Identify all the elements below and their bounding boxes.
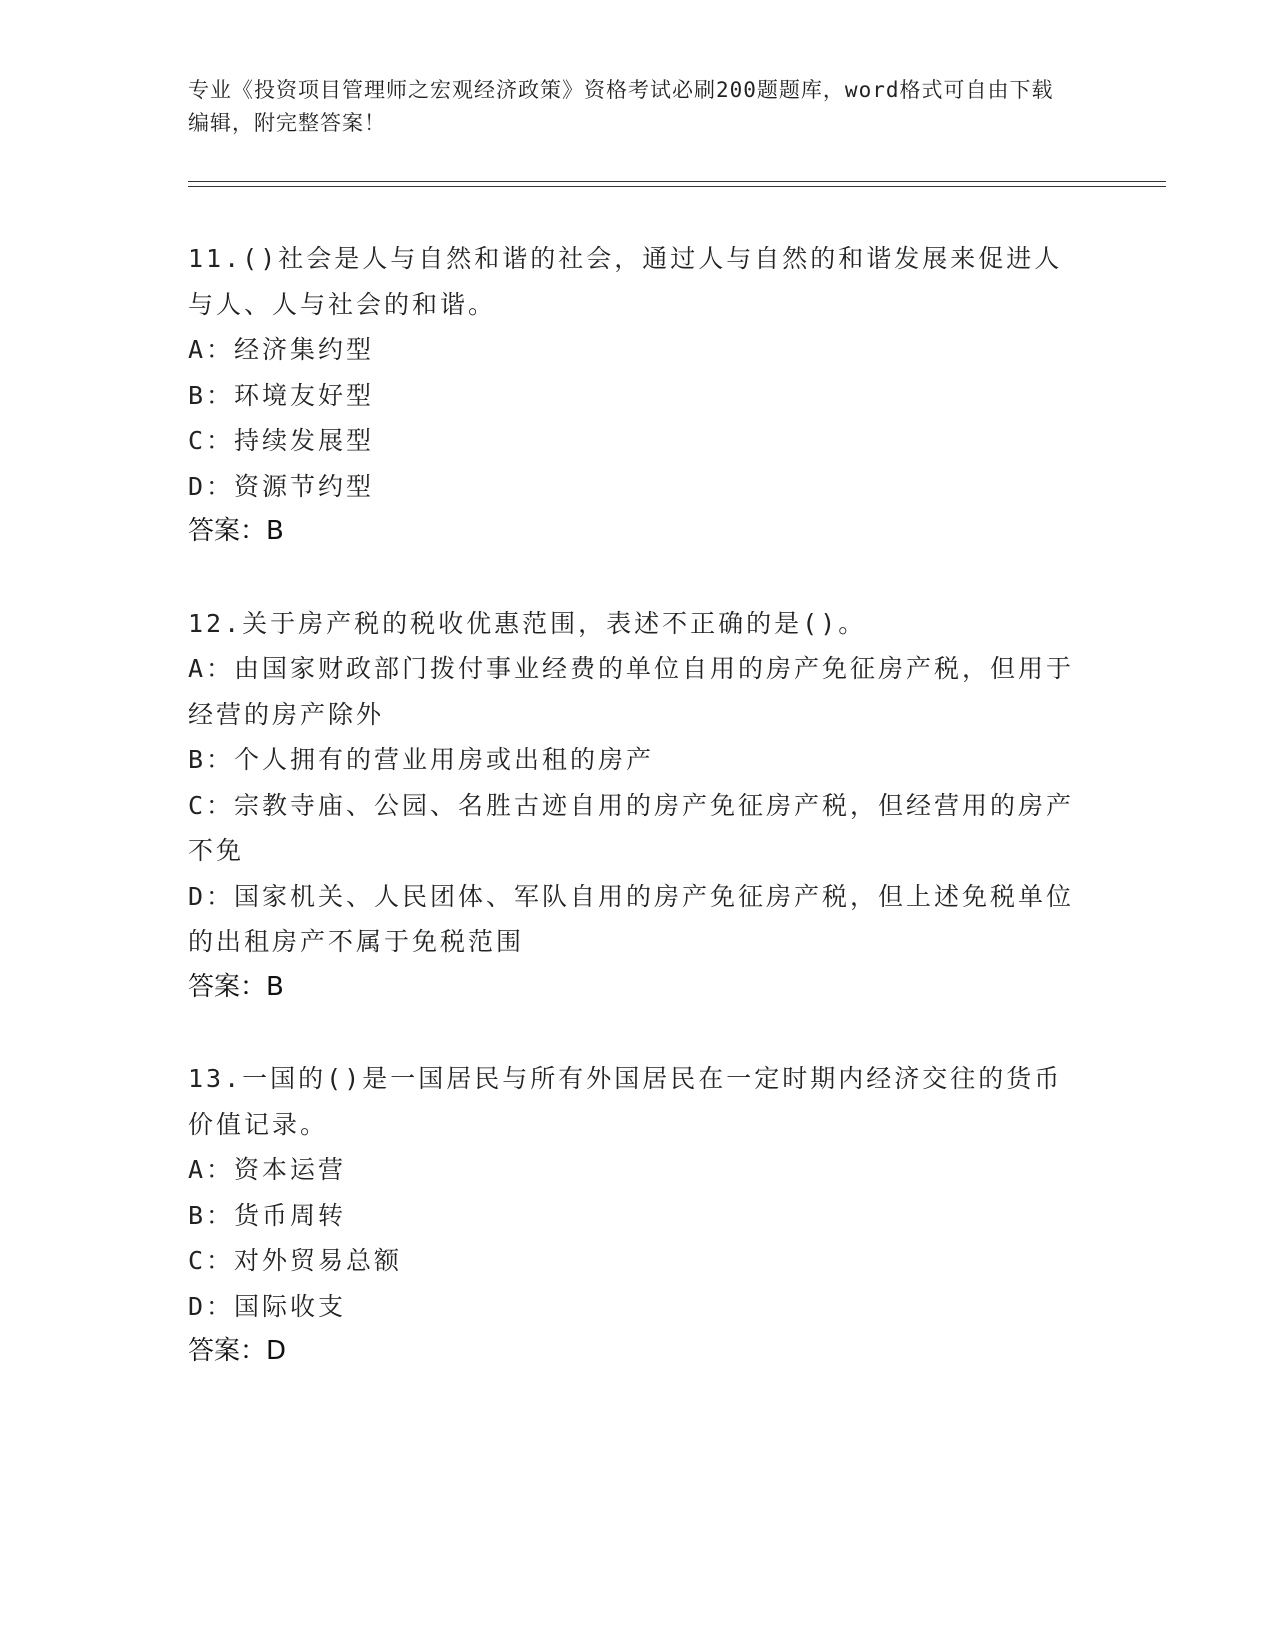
question-stem: 11.()社会是人与自然和谐的社会，通过人与自然的和谐发展来促进人与人、人与社会的和谐。: [188, 244, 1063, 319]
option-b: B：环境友好型: [188, 380, 375, 410]
question-list: [188, 236, 1088, 1421]
option-d: D：资源节约型: [188, 471, 375, 501]
option-a: A：资本运营: [188, 1155, 347, 1184]
answer-label: 答案：D: [188, 1336, 287, 1366]
answer-label: 答案：B: [188, 971, 284, 1002]
option-d: D：国际收支: [188, 1291, 347, 1321]
option-c: C：持续发展型: [188, 426, 375, 455]
question-13: [188, 1056, 1088, 1375]
question-stem: 12.关于房产税的税收优惠范围，表述不正确的是()。: [188, 608, 867, 638]
question-12: [188, 601, 1088, 1011]
option-b: B：个人拥有的营业用房或出租的房产: [188, 745, 655, 774]
header-divider-top: [188, 181, 1166, 182]
option-b: B：货币周转: [188, 1200, 347, 1230]
question-stem: 13.一国的()是一国居民与所有外国居民在一定时期内经济交往的货币价值记录。: [188, 1064, 1063, 1139]
header-divider-bottom: [188, 186, 1166, 187]
option-c: C：对外贸易总额: [188, 1246, 403, 1275]
answer-label: 答案：B: [188, 516, 284, 546]
document-header: 专业《投资项目管理师之宏观经济政策》资格考试必刷200题题库，word格式可自由下载编辑，附完整答案！: [188, 78, 1054, 135]
option-a: A：经济集约型: [188, 335, 375, 364]
question-11: [188, 236, 1088, 555]
option-a: A：由国家财政部门拨付事业经费的单位自用的房产免征房产税，但用于经营的房产除外: [188, 654, 1075, 729]
option-c: C：宗教寺庙、公园、名胜古迹自用的房产免征房产税，但经营用的房产不免: [188, 790, 1075, 865]
option-d: D：国家机关、人民团体、军队自用的房产免征房产税，但上述免税单位的出租房产不属于免税范围: [188, 881, 1075, 956]
